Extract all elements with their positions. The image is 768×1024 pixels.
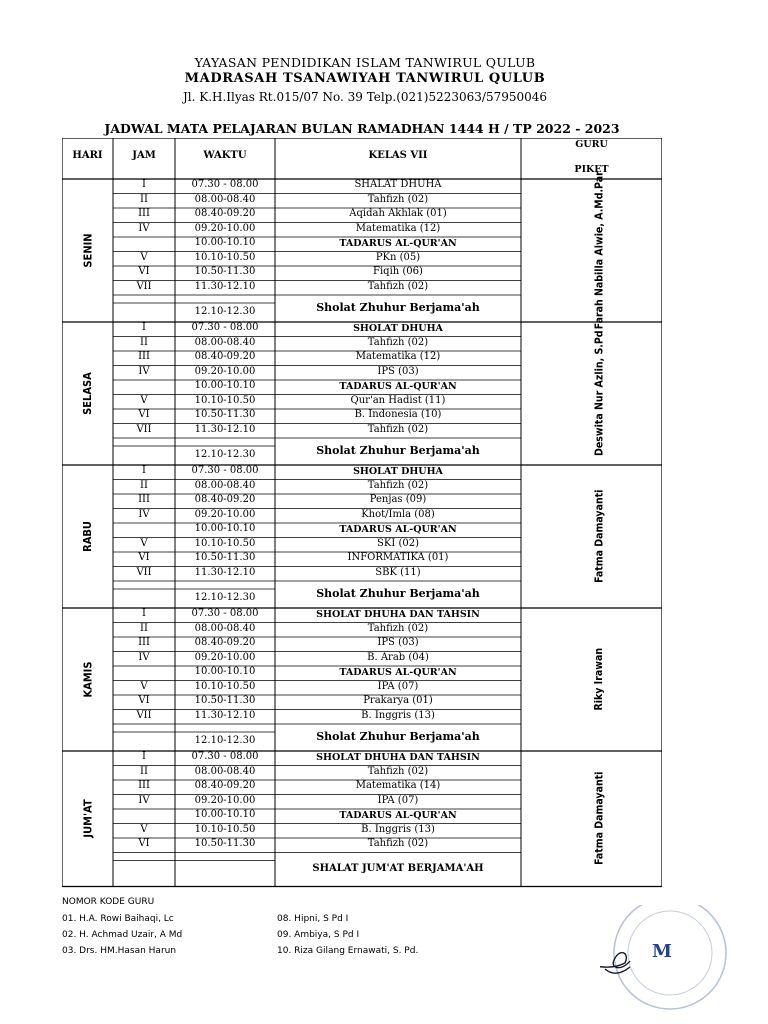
jam-cell: I xyxy=(142,179,146,191)
final-waktu-cell: 12.10-12.30 xyxy=(194,448,256,460)
kelas-cell: B. Inggris (13) xyxy=(361,709,435,721)
kelas-cell: TADARUS AL-QUR'AN xyxy=(339,666,457,678)
kelas-cell: IPA (07) xyxy=(377,794,419,806)
guru-piket-3: Riky Irawan xyxy=(593,647,606,711)
guru-piket-4: Fatma Damayanti xyxy=(593,771,606,866)
waktu-cell: 10.50-11.30 xyxy=(194,695,256,707)
waktu-cell: 07.30 - 08.00 xyxy=(191,465,259,477)
kelas-cell: TADARUS AL-QUR'AN xyxy=(339,380,457,392)
kelas-cell: SBK (11) xyxy=(375,566,421,578)
guru-piket-1: Deswita Nur Azlin, S.Pd xyxy=(593,330,606,457)
teacher-code-right-1: 08. Hipni, S Pd I xyxy=(277,914,349,924)
column-header-piket: PIKET xyxy=(574,164,609,176)
waktu-cell: 11.30-12.10 xyxy=(194,566,256,578)
jam-cell: II xyxy=(140,479,148,491)
kelas-cell: B. Indonesia (10) xyxy=(354,409,442,421)
kelas-cell: Khot/Imla (08) xyxy=(361,508,435,520)
waktu-cell: 11.30-12.10 xyxy=(194,423,256,435)
jam-cell: III xyxy=(138,208,150,220)
final-kelas-cell: Sholat Zhuhur Berjama'ah xyxy=(316,587,480,600)
school-address: Jl. K.H.Ilyas Rt.015/07 No. 39 Telp.(021)5223063/57950046 xyxy=(182,90,548,104)
waktu-cell: 10.10-10.50 xyxy=(194,537,256,549)
jam-cell: I xyxy=(142,608,146,620)
final-kelas-cell: Sholat Zhuhur Berjama'ah xyxy=(316,730,480,743)
jam-cell: IV xyxy=(138,651,150,663)
jam-cell: VII xyxy=(136,566,152,578)
waktu-cell: 08.40-09.20 xyxy=(194,494,256,506)
day-name-3: KAMIS xyxy=(81,661,94,698)
jam-cell: VI xyxy=(138,552,150,564)
kelas-cell: Tahfizh (02) xyxy=(367,622,429,634)
column-header-kelas: KELAS VII xyxy=(368,150,428,161)
jam-cell: VI xyxy=(138,838,150,850)
day-name-4: JUM'AT xyxy=(81,799,95,838)
kelas-cell: Prakarya (01) xyxy=(363,695,433,707)
kelas-cell: TADARUS AL-QUR'AN xyxy=(339,523,457,535)
jam-cell: V xyxy=(140,394,148,406)
kelas-cell: B. Arab (04) xyxy=(367,651,429,663)
kelas-cell: Matematika (12) xyxy=(355,222,441,234)
waktu-cell: 10.50-11.30 xyxy=(194,266,256,278)
kelas-cell: SHOLAT DHUHA xyxy=(353,322,443,334)
waktu-cell: 10.00-10.10 xyxy=(194,237,256,249)
column-header-guru: GURU xyxy=(575,139,608,151)
kelas-cell: Tahfizh (02) xyxy=(367,479,429,491)
waktu-cell: 08.40-09.20 xyxy=(194,637,256,649)
final-waktu-cell: 12.10-12.30 xyxy=(194,591,256,603)
waktu-cell: 07.30 - 08.00 xyxy=(191,179,259,191)
jam-cell: VI xyxy=(138,695,150,707)
jam-cell: II xyxy=(140,622,148,634)
kelas-cell: SKI (02) xyxy=(377,537,419,549)
jam-cell: III xyxy=(138,780,150,792)
day-name-0: SENIN xyxy=(81,233,95,268)
kelas-cell: SHOLAT DHUHA xyxy=(353,465,443,477)
teacher-code-left-2: 02. H. Achmad Uzair, A Md xyxy=(62,930,183,940)
kelas-cell: PKn (05) xyxy=(375,251,421,263)
kelas-cell: TADARUS AL-QUR'AN xyxy=(339,237,457,249)
day-name-2: RABU xyxy=(80,521,94,552)
kelas-cell: Tahfizh (02) xyxy=(367,838,429,850)
waktu-cell: 07.30 - 08.00 xyxy=(191,322,259,334)
kelas-cell: Tahfizh (02) xyxy=(367,765,429,777)
kelas-cell: Fiqih (06) xyxy=(373,266,423,278)
jam-cell: VI xyxy=(138,266,150,278)
waktu-cell: 10.50-11.30 xyxy=(194,552,256,564)
jam-cell: IV xyxy=(138,222,150,234)
waktu-cell: 10.00-10.10 xyxy=(194,666,256,678)
jam-cell: IV xyxy=(138,508,150,520)
stamp-and-signature xyxy=(600,905,768,1015)
school-name: MADRASAH TSANAWIYAH TANWIRUL QULUB xyxy=(184,71,546,86)
teacher-code-heading: NOMOR KODE GURU xyxy=(62,897,155,907)
waktu-cell: 08.40-09.20 xyxy=(194,780,256,792)
jam-cell: V xyxy=(140,537,148,549)
waktu-cell: 10.10-10.50 xyxy=(194,251,256,263)
jam-cell: V xyxy=(140,823,148,835)
jam-cell: IV xyxy=(138,794,150,806)
waktu-cell: 09.20-10.00 xyxy=(194,794,256,806)
guru-piket-2: Fatma Damayanti xyxy=(593,489,606,583)
waktu-cell: 08.00-08.40 xyxy=(194,479,256,491)
schedule-table xyxy=(62,138,662,889)
day-name-1: SELASA xyxy=(80,372,94,415)
waktu-cell: 10.00-10.10 xyxy=(194,380,256,392)
waktu-cell: 08.00-08.40 xyxy=(194,193,256,205)
waktu-cell: 11.30-12.10 xyxy=(194,280,256,292)
waktu-cell: 10.50-11.30 xyxy=(194,838,256,850)
kelas-cell: Tahfizh (02) xyxy=(367,193,429,205)
jam-cell: VI xyxy=(138,409,150,421)
waktu-cell: 10.00-10.10 xyxy=(194,523,256,535)
kelas-cell: Tahfizh (02) xyxy=(367,423,429,435)
waktu-cell: 10.50-11.30 xyxy=(194,409,256,421)
waktu-cell: 10.00-10.10 xyxy=(194,809,256,821)
waktu-cell: 10.10-10.50 xyxy=(194,823,256,835)
kelas-cell: IPS (03) xyxy=(377,637,419,649)
kelas-cell: IPA (07) xyxy=(377,680,419,692)
jam-cell: V xyxy=(140,251,148,263)
final-waktu-cell: 12.10-12.30 xyxy=(194,734,256,746)
final-kelas-cell: SHALAT JUM'AT BERJAMA'AH xyxy=(312,862,484,874)
jam-cell: VII xyxy=(136,423,152,435)
kelas-cell: Matematika (14) xyxy=(355,780,441,792)
waktu-cell: 11.30-12.10 xyxy=(194,709,256,721)
waktu-cell: 10.10-10.50 xyxy=(194,680,256,692)
column-header-jam: JAM xyxy=(132,150,156,161)
waktu-cell: 10.10-10.50 xyxy=(194,394,256,406)
waktu-cell: 08.00-08.40 xyxy=(194,622,256,634)
jam-cell: II xyxy=(140,765,148,777)
jam-cell: III xyxy=(138,494,150,506)
jam-cell: VII xyxy=(136,280,152,292)
kelas-cell: Aqidah Akhlak (01) xyxy=(349,208,447,220)
kelas-cell: B. Inggris (13) xyxy=(361,823,435,835)
jam-cell: II xyxy=(140,193,148,205)
teacher-code-right-2: 09. Ambiya, S Pd I xyxy=(277,930,360,940)
kelas-cell: Qur'an Hadist (11) xyxy=(350,394,446,406)
schedule-title: JADWAL MATA PELAJARAN BULAN RAMADHAN 1444 H / TP 2022 - 2023 xyxy=(104,121,620,136)
jam-cell: I xyxy=(142,322,146,334)
waktu-cell: 07.30 - 08.00 xyxy=(191,608,259,620)
column-header-hari: HARI xyxy=(72,150,103,161)
jam-cell: I xyxy=(142,465,146,477)
kelas-cell: TADARUS AL-QUR'AN xyxy=(339,809,457,821)
kelas-cell: Penjas (09) xyxy=(369,494,427,506)
stamp-letter: M xyxy=(652,941,672,962)
jam-cell: III xyxy=(138,637,150,649)
waktu-cell: 09.20-10.00 xyxy=(194,222,256,234)
waktu-cell: 09.20-10.00 xyxy=(194,508,256,520)
waktu-cell: 08.40-09.20 xyxy=(194,351,256,363)
column-header-waktu: WAKTU xyxy=(203,150,247,161)
kelas-cell: IPS (03) xyxy=(377,365,419,377)
kelas-cell: Matematika (12) xyxy=(355,351,441,363)
waktu-cell: 09.20-10.00 xyxy=(194,365,256,377)
jam-cell: VII xyxy=(136,709,152,721)
jam-cell: V xyxy=(140,680,148,692)
jam-cell: III xyxy=(138,351,150,363)
teacher-code-left-1: 01. H.A. Rowi Baihaqi, Lc xyxy=(62,914,174,924)
teacher-code-left-3: 03. Drs. HM.Hasan Harun xyxy=(62,946,177,956)
kelas-cell: INFORMATIKA (01) xyxy=(347,552,449,564)
final-kelas-cell: Sholat Zhuhur Berjama'ah xyxy=(316,301,480,314)
teacher-code-right-3: 10. Riza Gilang Ernawati, S. Pd. xyxy=(277,946,419,956)
final-kelas-cell: Sholat Zhuhur Berjama'ah xyxy=(316,444,480,457)
jam-cell: II xyxy=(140,336,148,348)
waktu-cell: 09.20-10.00 xyxy=(194,651,256,663)
waktu-cell: 08.40-09.20 xyxy=(194,208,256,220)
waktu-cell: 07.30 - 08.00 xyxy=(191,751,259,763)
kelas-cell: SHALAT DHUHA xyxy=(354,179,442,191)
kelas-cell: Tahfizh (02) xyxy=(367,280,429,292)
kelas-cell: Tahfizh (02) xyxy=(367,336,429,348)
waktu-cell: 08.00-08.40 xyxy=(194,765,256,777)
final-waktu-cell: 12.10-12.30 xyxy=(194,305,256,317)
jam-cell: I xyxy=(142,751,146,763)
kelas-cell: SHOLAT DHUHA DAN TAHSIN xyxy=(316,608,480,620)
jam-cell: IV xyxy=(138,365,150,377)
kelas-cell: SHOLAT DHUHA DAN TAHSIN xyxy=(316,751,480,763)
waktu-cell: 08.00-08.40 xyxy=(194,336,256,348)
foundation-name: YAYASAN PENDIDIKAN ISLAM TANWIRUL QULUB xyxy=(194,55,536,70)
guru-piket-0: Farah Nabilla Alwie, A.Md.Par xyxy=(593,171,606,330)
